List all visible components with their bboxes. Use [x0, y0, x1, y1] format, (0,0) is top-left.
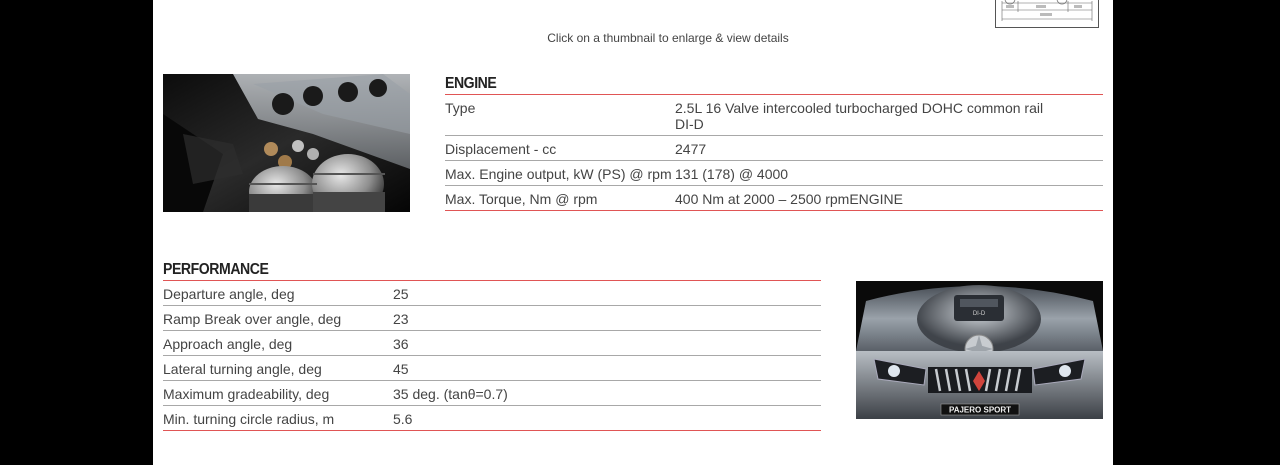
spec-label: Displacement - cc: [445, 136, 675, 161]
spec-label: Max. Engine output, kW (PS) @ rpm: [445, 161, 675, 186]
engine-spec-table: [445, 95, 1103, 211]
performance-spec-table: [163, 281, 821, 431]
table-row: [163, 331, 821, 356]
table-row: [163, 306, 821, 331]
spec-value: 2477: [675, 136, 1103, 161]
spec-value: 5.6: [393, 406, 821, 431]
spec-value: 23: [393, 306, 821, 331]
spec-label: Lateral turning angle, deg: [163, 356, 393, 381]
performance-section-title: PERFORMANCE: [163, 261, 269, 278]
spec-label: Type: [445, 95, 675, 136]
engine-spec-section: [445, 72, 1103, 211]
spec-label: Ramp Break over angle, deg: [163, 306, 393, 331]
engine-section-title: ENGINE: [445, 75, 497, 92]
performance-spec-section: [163, 258, 821, 431]
spec-value: 400 Nm at 2000 – 2500 rpmENGINE: [675, 186, 1103, 211]
engine-photo[interactable]: [163, 74, 410, 212]
table-row: [163, 356, 821, 381]
spec-value: 131 (178) @ 4000: [675, 161, 1103, 186]
table-row: [163, 406, 821, 431]
table-row: [445, 186, 1103, 211]
thumbnail-caption: Click on a thumbnail to enlarge & view details: [547, 31, 789, 45]
table-row: [445, 136, 1103, 161]
svg-text:DI-D: DI-D: [972, 311, 986, 317]
spec-label: Min. turning circle radius, m: [163, 406, 393, 431]
spec-label: Departure angle, deg: [163, 281, 393, 306]
car-badge-text: PAJERO SPORT: [948, 405, 1012, 415]
dimension-diagram-thumbnail[interactable]: [995, 0, 1099, 28]
spec-value: 25: [393, 281, 821, 306]
car-engine-cutaway-photo[interactable]: [856, 281, 1103, 419]
spec-value: 35 deg. (tanθ=0.7): [393, 381, 821, 406]
spec-value: 45: [393, 356, 821, 381]
spec-value: 2.5L 16 Valve intercooled turbocharged DOHC common rail DI-D: [675, 95, 1103, 136]
table-row: [163, 381, 821, 406]
spec-label: Approach angle, deg: [163, 331, 393, 356]
spec-value: 36: [393, 331, 821, 356]
spec-page: [153, 0, 1113, 465]
table-row: [445, 161, 1103, 186]
table-row: [445, 95, 1103, 136]
table-row: [163, 281, 821, 306]
spec-label: Max. Torque, Nm @ rpm: [445, 186, 675, 211]
spec-label: Maximum gradeability, deg: [163, 381, 393, 406]
